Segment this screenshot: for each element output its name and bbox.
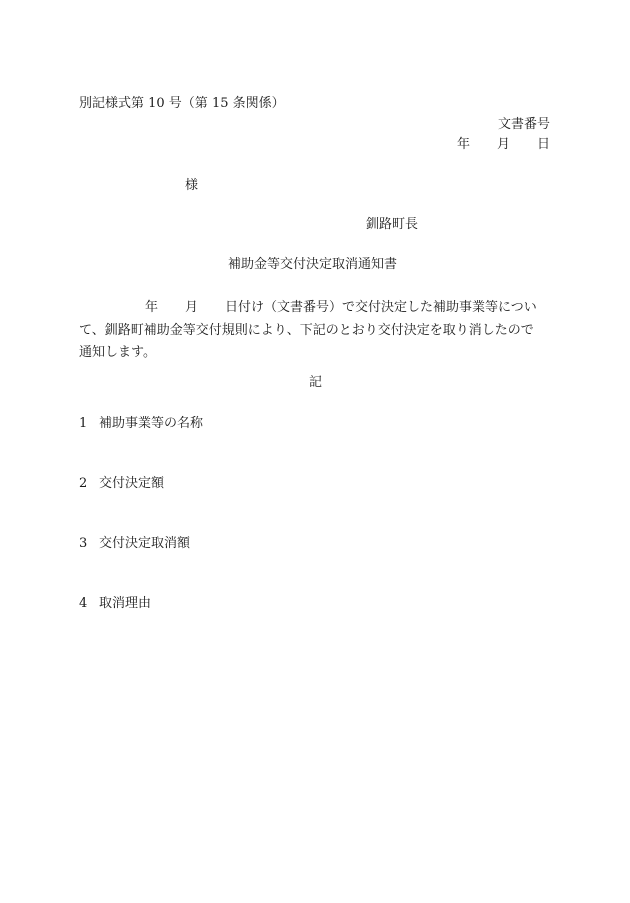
item-number: 3	[79, 536, 88, 551]
item-2	[79, 477, 164, 490]
item-label: 交付決定取消額	[99, 536, 191, 551]
addressee-suffix: 様	[185, 178, 199, 193]
item-number: 1	[79, 416, 88, 431]
body-line-3: 通知します。	[79, 345, 156, 360]
date-line	[457, 138, 550, 151]
body-line-1-rest: 日付け（文書番号）で交付決定した補助事業等につい	[225, 300, 537, 315]
body-line-2: て、釧路町補助金等交付規則により、下記のとおり交付決定を取り消したので	[79, 322, 534, 338]
item-label: 補助事業等の名称	[99, 416, 204, 431]
body-month: 月	[185, 300, 199, 315]
item-1	[79, 417, 203, 430]
item-number: 4	[79, 596, 88, 611]
body-year: 年	[145, 300, 159, 315]
ki-heading: 記	[309, 375, 323, 390]
date-month: 月	[496, 137, 510, 152]
doc-number-label: 文書番号	[497, 117, 550, 132]
date-year: 年	[456, 137, 470, 152]
body-line-1	[79, 297, 551, 320]
item-3	[79, 537, 190, 550]
item-4	[79, 597, 151, 610]
sender-name: 釧路町長	[366, 217, 419, 232]
form-label: 別記様式第 10 号（第 15 条関係）	[79, 96, 285, 111]
item-number: 2	[79, 476, 88, 491]
page-title: 補助金等交付決定取消通知書	[228, 257, 398, 272]
item-label: 交付決定額	[99, 476, 165, 491]
date-day: 日	[536, 137, 550, 152]
item-label: 取消理由	[99, 596, 152, 611]
body-paragraph	[79, 297, 551, 365]
